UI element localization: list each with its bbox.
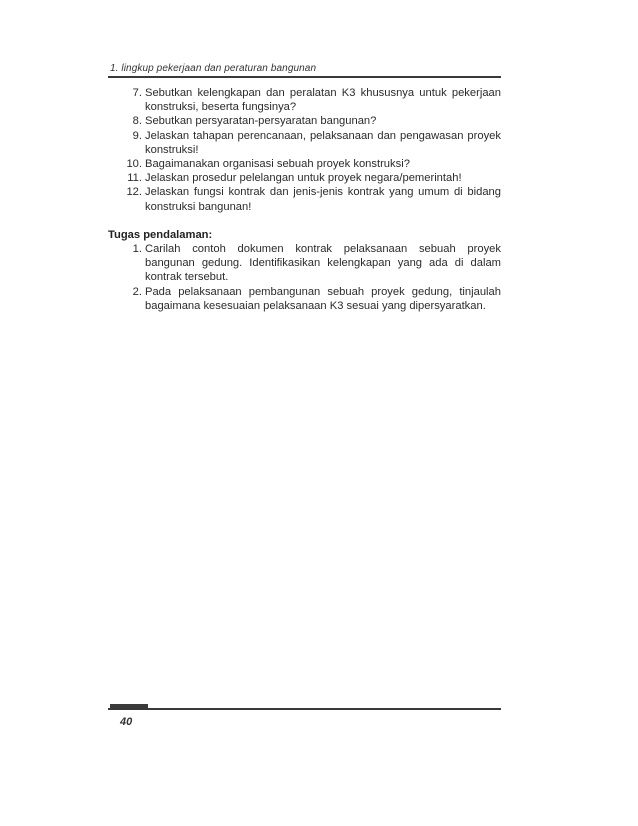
page-content [108,86,501,313]
item-number: 7. [132,87,142,99]
item-text: Carilah contoh dokumen kontrak pelaksanaan sebuah proyek bangunan gedung. Identifikasikan kelengkapan yang ada di dalam kontrak tersebut. [145,243,501,284]
question-list [108,86,501,214]
header-rule [108,76,501,78]
list-item [108,157,501,171]
item-text: Bagaimanakan organisasi sebuah proyek konstruksi? [145,158,410,171]
item-text: Jelaskan tahapan perencanaan, pelaksanaan dan pengawasan proyek konstruksi! [145,129,501,156]
footer-rule [108,708,501,710]
list-item [108,129,501,157]
item-text: Jelaskan fungsi kontrak dan jenis-jenis kontrak yang umum di bidang konstruksi bangunan! [145,186,501,213]
list-item [108,242,501,285]
item-number: 1. [132,243,142,256]
item-number: 11. [127,172,142,185]
running-header: 1. lingkup pekerjaan dan peraturan bangunan [110,63,317,74]
item-number: 12. [126,186,142,199]
item-text: Sebutkan kelengkapan dan peralatan K3 khususnya untuk pekerjaan konstruksi, beserta fungsinya? [145,87,501,114]
item-number: 8. [132,115,142,128]
item-number: 9. [132,129,142,142]
list-item [108,171,501,185]
list-item [108,285,501,313]
section-heading: Tugas pendalaman: [108,228,213,241]
list-item [108,114,501,128]
item-text: Jelaskan prosedur pelelangan untuk proyek negara/pemerintah! [145,172,462,185]
item-number: 2. [132,285,142,298]
task-list [108,242,501,313]
list-item [108,86,501,114]
item-text: Sebutkan persyaratan-persyaratan bangunan? [145,115,377,128]
page-number: 40 [120,716,133,728]
list-item [108,185,501,213]
item-text: Pada pelaksanaan pembangunan sebuah proyek gedung, tinjaulah bagaimana kesesuaian pelaksanaan K3 sesuai yang dipersyaratkan. [145,285,501,312]
item-number: 10. [126,158,142,171]
